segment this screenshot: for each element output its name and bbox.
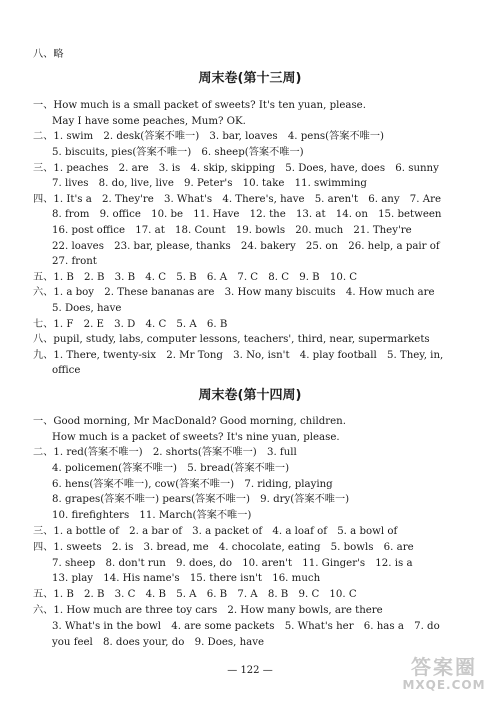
answer-line: 一、How much is a small packet of sweets? It's ten yuan, please. [33, 100, 366, 111]
week14-heading: 周末卷(第十四周) [198, 388, 302, 403]
answer-line: 5. biscuits, pies(答案不唯一) 6. sheep(答案不唯一) [52, 147, 304, 158]
answer-line: How much is a packet of sweets? It's nine yuan, please. [52, 432, 340, 443]
answer-line: 六、1. a boy 2. These bananas are 3. How many biscuits 4. How much are [33, 287, 435, 298]
answer-line: 七、1. F 2. E 3. D 4. C 5. A 6. B [33, 319, 228, 330]
answer-line: 13. play 14. His name's 15. there isn't 16. much [52, 573, 321, 584]
section-eight-note: 八、略 [33, 49, 64, 60]
answer-line: 27. front [52, 256, 97, 267]
site-watermark-logo [396, 656, 492, 698]
answer-line: 7. lives 8. do, live, live 9. Peter's 10. take 11. swimming [52, 178, 367, 189]
answer-line: 四、1. It's a 2. They're 3. What's 4. There's, have 5. aren't 6. any 7. Are [33, 194, 442, 205]
answer-line: 22. loaves 23. bar, please, thanks 24. bakery 25. on 26. help, a pair of [52, 241, 440, 252]
answer-line: 6. hens(答案不唯一), cow(答案不唯一) 7. riding, playing [52, 479, 333, 490]
answer-line: 3. What's in the bowl 4. are some packets 5. What's her 6. has a 7. do [52, 621, 440, 632]
answer-line: 五、1. B 2. B 3. C 4. B 5. A 6. B 7. A 8. B 9. C 10. C [33, 589, 357, 600]
week13-heading: 周末卷(第十三周) [198, 71, 302, 86]
answer-line: 六、1. How much are three toy cars 2. How many bowls, are there [33, 605, 383, 616]
watermark-url: MXQE.COM [402, 678, 486, 692]
answer-line: 10. firefighters 11. March(答案不唯一) [52, 510, 252, 521]
answer-line: 四、1. sweets 2. is 3. bread, me 4. chocolate, eating 5. bowls 6. are [33, 542, 414, 553]
answer-line: 三、1. a bottle of 2. a bar of 3. a packet of 4. a loaf of 5. a bowl of [33, 526, 398, 537]
answer-line: 二、1. swim 2. desk(答案不唯一) 3. bar, loaves 4. pens(答案不唯一) [33, 131, 384, 142]
answer-line: you feel 8. does your, do 9. Does, have [52, 637, 265, 648]
answer-line: 5. Does, have [52, 303, 122, 314]
answer-line: 8. from 9. office 10. be 11. Have 12. the 13. at 14. on 15. between [52, 209, 442, 220]
answer-line: May I have some peaches, Mum? OK. [52, 116, 246, 127]
page-number: — 122 — [227, 665, 273, 676]
answer-line: 二、1. red(答案不唯一) 2. shorts(答案不唯一) 3. full [33, 447, 297, 458]
answer-line: 16. post office 17. at 18. Count 19. bowls 20. much 21. They're [52, 225, 412, 236]
answer-line: office [52, 365, 81, 376]
answer-line: 8. grapes(答案不唯一) pears(答案不唯一) 9. dry(答案不唯一) [52, 494, 350, 505]
answer-line: 7. sheep 8. don't run 9. does, do 10. aren't 11. Ginger's 12. is a [52, 558, 413, 569]
answer-line: 三、1. peaches 2. are 3. is 4. skip, skipping 5. Does, have, does 6. sunny [33, 163, 439, 174]
answer-line: 4. policemen(答案不唯一) 5. bread(答案不唯一) [52, 463, 290, 474]
answer-line: 九、1. There, twenty-six 2. Mr Tong 3. No, isn't 4. play football 5. They, in, [33, 350, 444, 361]
answer-line: 八、pupil, study, labs, computer lessons, teachers', third, near, supermarkets [33, 334, 430, 345]
answer-line: 一、Good morning, Mr MacDonald? Good morning, children. [33, 416, 346, 427]
watermark-title: 答案圈 [411, 655, 477, 679]
answer-line: 五、1. B 2. B 3. B 4. C 5. B 6. A 7. C 8. C 9. B 10. C [33, 272, 358, 283]
